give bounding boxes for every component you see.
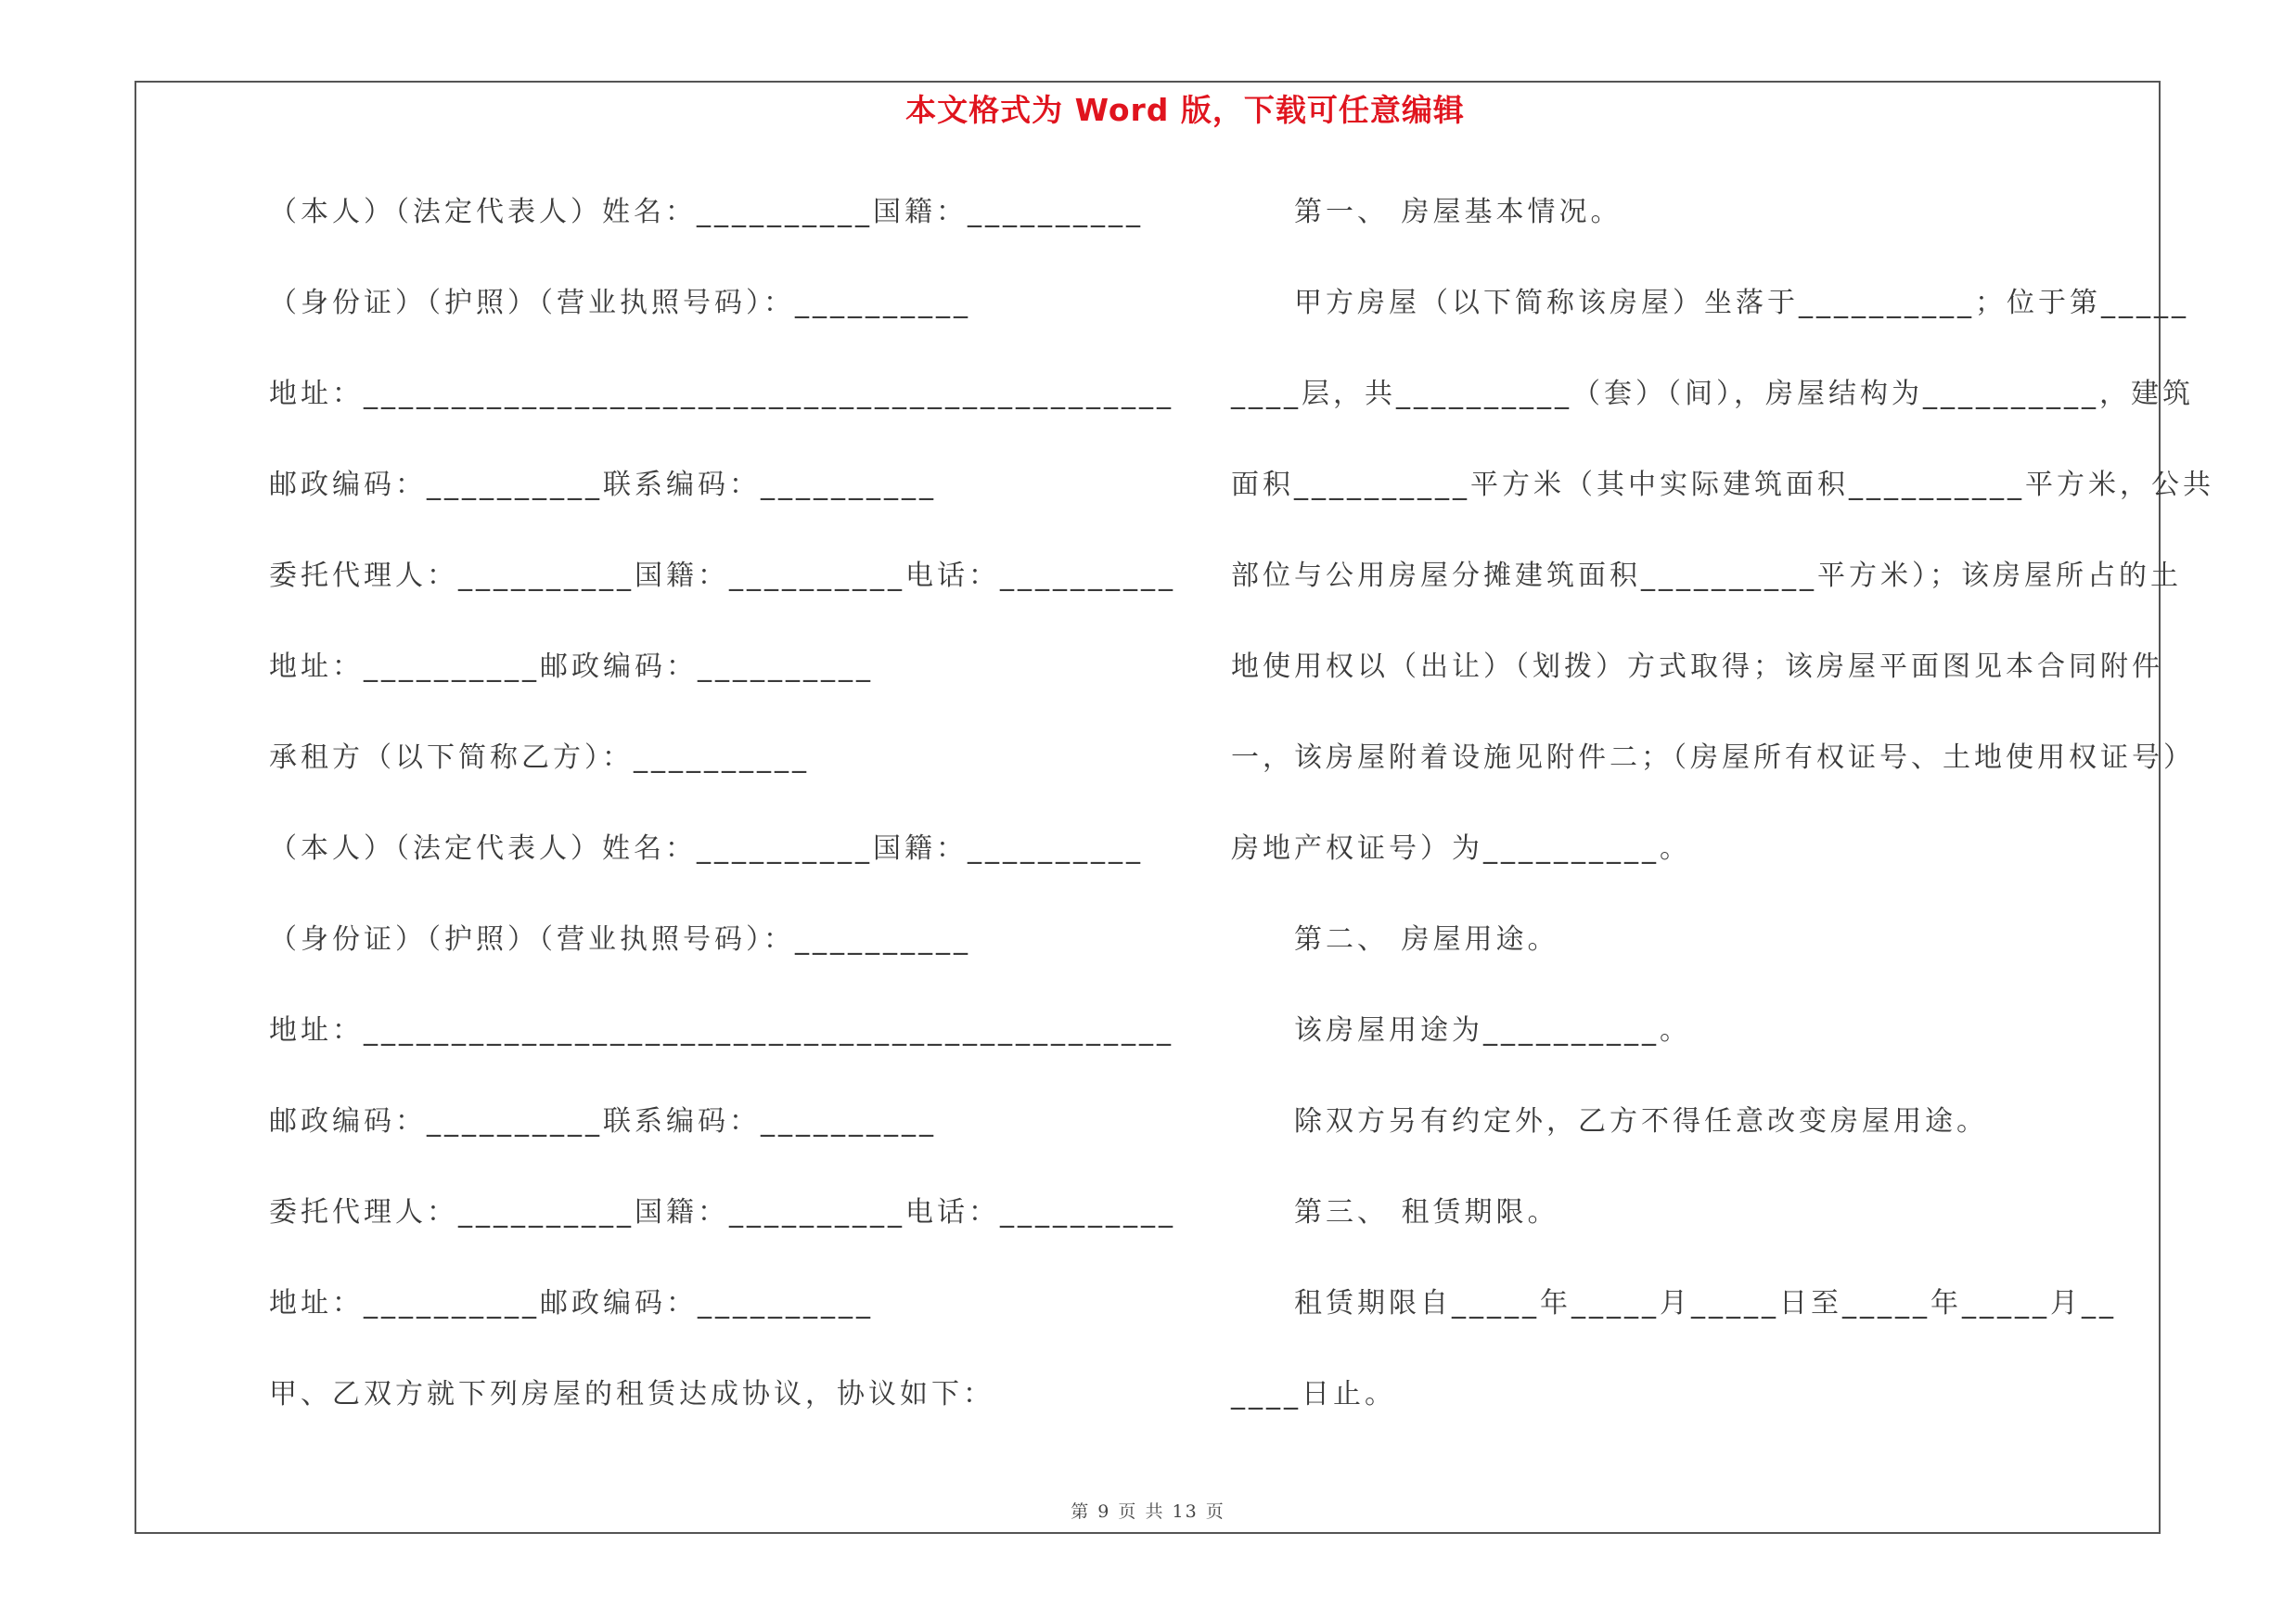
- left-line-10: 地址：______________________________________________: [269, 1014, 1174, 1047]
- right-line-6: 地使用权以（出让）（划拨）方式取得；该房屋平面图见本合同附件: [1231, 650, 2163, 683]
- left-line-4: 邮政编码：__________联系编码：__________: [269, 469, 937, 501]
- left-line-3: 地址：______________________________________________: [269, 378, 1174, 410]
- left-line-1: （本人）（法定代表人）姓名：__________国籍：__________: [269, 196, 1144, 228]
- left-line-9: （身份证）（护照）（营业执照号码）：__________: [269, 923, 971, 956]
- left-line-7: 承租方（以下简称乙方）：__________: [269, 741, 810, 774]
- left-line-14: 甲、乙双方就下列房屋的租赁达成协议，协议如下：: [269, 1378, 994, 1410]
- right-line-1: 第一、 房屋基本情况。: [1294, 196, 1623, 228]
- page-number-footer: [0, 1498, 2296, 1523]
- banner-text: 本文格式为 Word 版，下载可任意编辑: [905, 92, 1465, 128]
- right-line-7: 一，该房屋附着设施见附件二；（房屋所有权证号、土地使用权证号）: [1231, 741, 2195, 774]
- left-line-11: 邮政编码：__________联系编码：__________: [269, 1105, 937, 1138]
- right-line-11: 除双方另有约定外，乙方不得任意改变房屋用途。: [1294, 1105, 1988, 1138]
- word-format-banner: [0, 86, 2296, 130]
- left-line-8: （本人）（法定代表人）姓名：__________国籍：__________: [269, 832, 1144, 865]
- right-line-3: ____层，共__________（套）（间），房屋结构为__________，建筑: [1231, 378, 2194, 410]
- left-line-2: （身份证）（护照）（营业执照号码）：__________: [269, 287, 971, 319]
- right-line-4: 面积__________平方米（其中实际建筑面积__________平方米，公共: [1231, 469, 2214, 501]
- right-line-14: ____日止。: [1231, 1378, 1396, 1410]
- right-line-8: 房地产权证号）为__________。: [1231, 832, 1691, 865]
- left-line-12: 委托代理人：__________国籍：__________电话：__________: [269, 1196, 1176, 1229]
- left-line-5: 委托代理人：__________国籍：__________电话：__________: [269, 560, 1176, 592]
- left-line-6: 地址：__________邮政编码：__________: [269, 650, 874, 683]
- page-number-label: 第 9 页 共 13 页: [1071, 1501, 1225, 1522]
- right-line-2: 甲方房屋（以下简称该房屋）坐落于__________；位于第_____: [1294, 287, 2189, 319]
- left-line-13: 地址：__________邮政编码：__________: [269, 1287, 874, 1320]
- right-line-5: 部位与公用房屋分摊建筑面积__________平方米）；该房屋所占的土: [1231, 560, 2182, 592]
- right-line-12: 第三、 租赁期限。: [1294, 1196, 1559, 1229]
- right-line-9: 第二、 房屋用途。: [1294, 923, 1559, 956]
- right-line-10: 该房屋用途为__________。: [1294, 1014, 1691, 1047]
- right-line-13: 租赁期限自_____年_____月_____日至_____年_____月__: [1294, 1287, 2117, 1320]
